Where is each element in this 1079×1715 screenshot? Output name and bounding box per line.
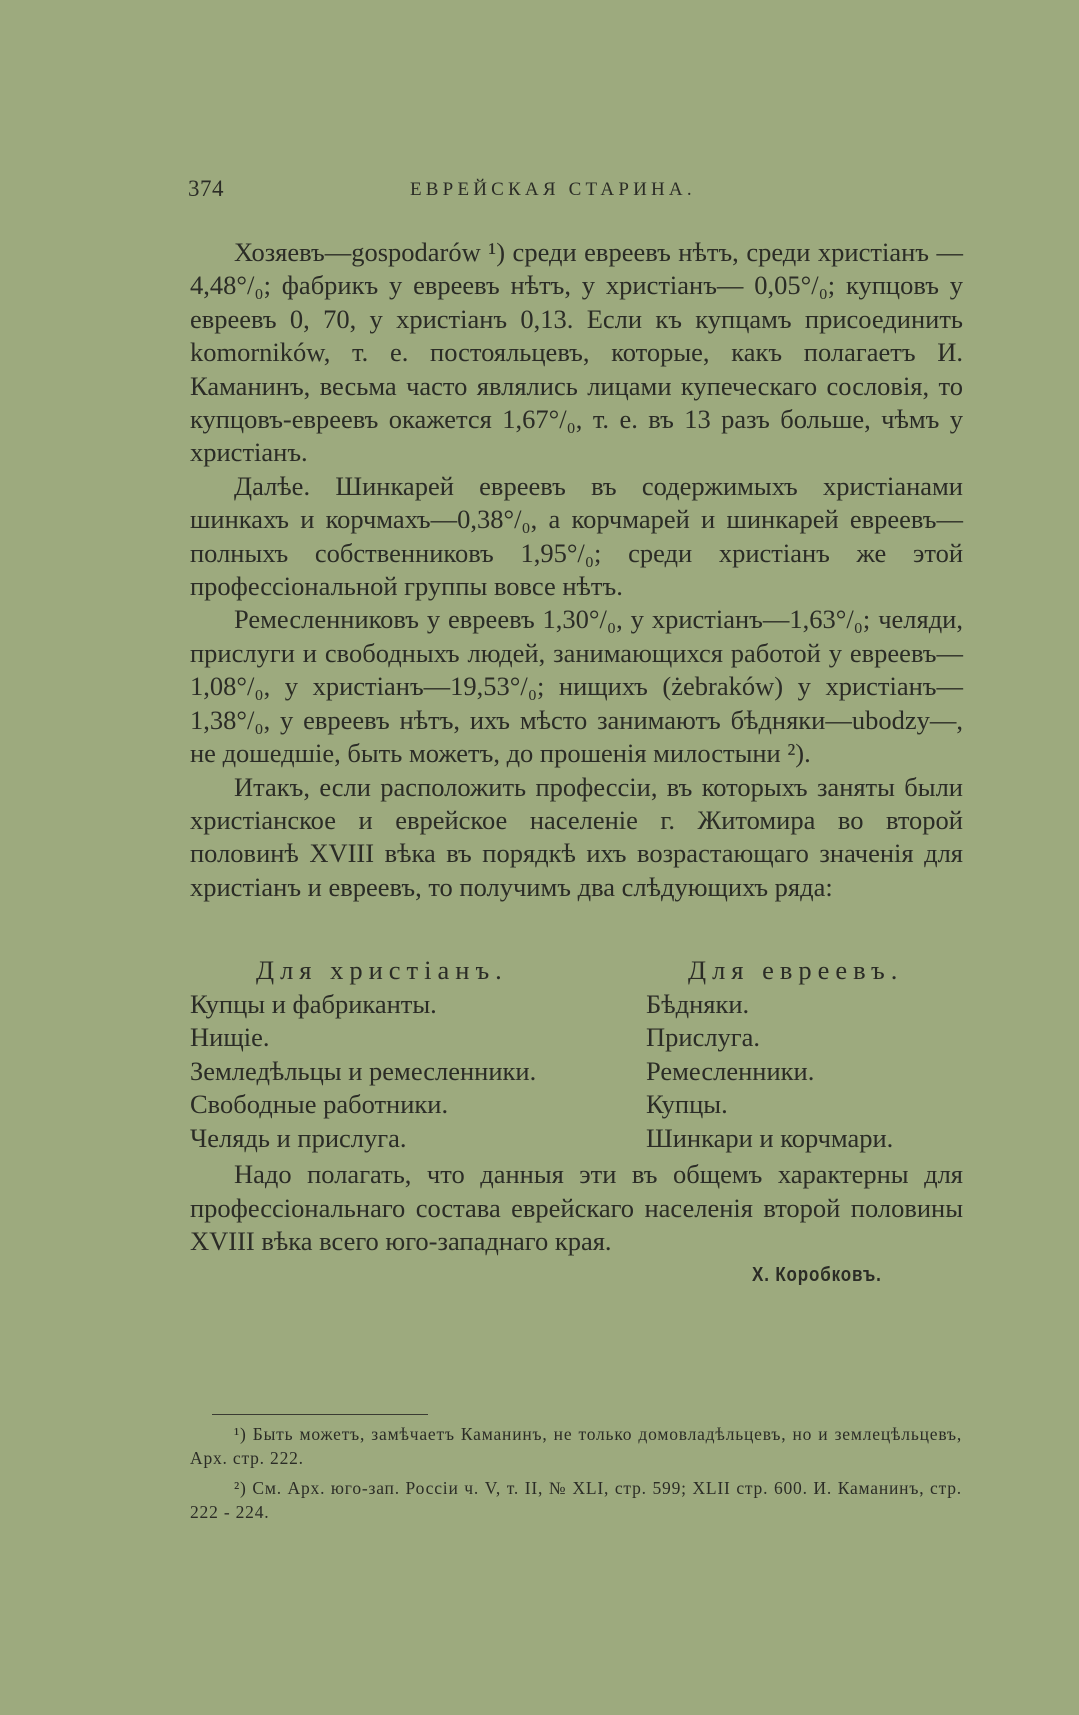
paragraph: Надо полагать, что данныя эти въ общемъ характерны для профессіональнаго состава еврейскаго населенія второй половины XVIII вѣка всего юго-западнаго края. xyxy=(190,1159,963,1256)
running-title: ЕВРЕЙСКАЯ СТАРИНА. xyxy=(410,179,696,200)
paragraph: Итакъ, если расположить профессіи, въ которыхъ заняты были христіанское и еврейское населеніе г. Житомира во второй половинѣ XVIII вѣка въ порядкѣ ихъ возрастающаго значенія для христіанъ и евреевъ, то получимъ два слѣдующихъ ряда: xyxy=(190,771,963,902)
list-item: Нищіе. xyxy=(190,1022,270,1052)
footnote: ²) См. Арх. юго-зап. Россіи ч. V, т. II, № XLI, стр. 599; XLII стр. 600. И. Каманинъ, стр. 222 - 224. xyxy=(190,1478,962,1522)
christians-column xyxy=(190,954,610,1155)
author-signature: Х. Коробковъ. xyxy=(752,1264,882,1286)
main-text xyxy=(190,236,963,904)
list-item: Шинкари и корчмари. xyxy=(646,1122,894,1153)
footnote-divider xyxy=(212,1414,428,1415)
jews-column xyxy=(646,954,976,1155)
list-item: Купцы. xyxy=(646,1089,728,1119)
list-item: Челядь и прислуга. xyxy=(190,1122,407,1153)
list-item: Прислуга. xyxy=(646,1022,761,1052)
footnotes xyxy=(190,1422,962,1530)
paragraph: Хозяевъ—gospodarów ¹) среди евреевъ нѣтъ, среди христіанъ — 4,48°/₀; фабрикъ у евреевъ нѣтъ, у христіанъ— 0,05°/₀; купцовъ у евреевъ 0, 70, у христіанъ 0,13. Если къ купцамъ присоединить komorników, т. е. постояльцевъ, которые, какъ полагаетъ И. Каманинъ, весьма часто являлись лицами купеческаго сословія, то купцовъ-евреевъ окажется 1,67°/₀, т. е. въ 13 разъ больше, чѣмъ у христіанъ. xyxy=(190,237,963,468)
column-heading: Для христіанъ. xyxy=(256,955,508,985)
closing-text xyxy=(190,1158,963,1259)
paragraph: Ремесленниковъ у евреевъ 1,30°/₀, у христіанъ—1,63°/₀; челяди, прислуги и свободныхъ людей, занимающихся работой у евреевъ—1,08°/₀, у христіанъ—19,53°/₀; нищихъ (żebraków) у христіанъ—1,38°/₀, у евреевъ нѣтъ, ихъ мѣсто занимаютъ бѣдняки—ubodzy—, не дошедшіе, быть можетъ, до прошенія милостыни ²). xyxy=(190,604,963,769)
paragraph: Далѣе. Шинкарей евреевъ въ содержимыхъ христіанами шинкахъ и корчмахъ—0,38°/₀, а корчмарей и шинкарей евреевъ—полныхъ собственниковъ 1,95°/₀; среди христіанъ же этой профессіональной группы вовсе нѣтъ. xyxy=(190,470,963,602)
column-heading: Для евреевъ. xyxy=(688,955,904,985)
list-item: Свободные работники. xyxy=(190,1089,449,1119)
page-number: 374 xyxy=(188,176,224,201)
list-item: Бѣдняки. xyxy=(646,988,750,1019)
list-item: Ремесленники. xyxy=(646,1055,815,1086)
list-item: Земледѣльцы и ремесленники. xyxy=(190,1055,537,1086)
list-item: Купцы и фабриканты. xyxy=(190,988,437,1019)
page-header xyxy=(188,176,740,206)
footnote: ¹) Быть можетъ, замѣчаетъ Каманинъ, не только домовладѣльцевъ, но и землецѣльцевъ, Арх. стр. 222. xyxy=(190,1424,962,1468)
